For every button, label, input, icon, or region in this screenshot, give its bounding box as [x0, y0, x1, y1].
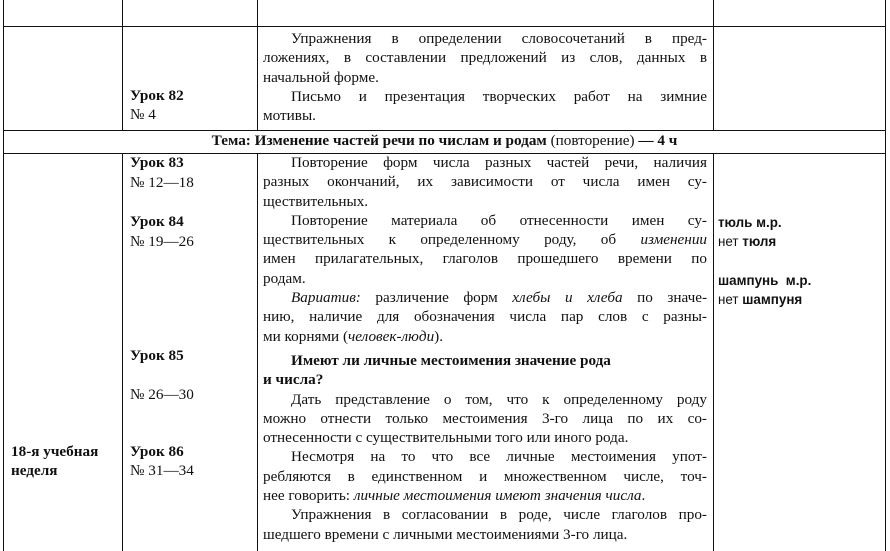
lesson-86-line: Упражнения в согласовании в роде, числе глаголов про- [291, 506, 707, 524]
lesson-84-line: имен прилагательных, глаголов прошедшего времени по [263, 250, 707, 268]
lesson-83-line: ществительных. [263, 192, 369, 210]
lesson-86-line: нее говорить: личные местоимения имеют значения числа. [263, 487, 646, 505]
lesson-82-line: мотивы. [263, 107, 316, 125]
lesson-85-line: Дать представление о том, что к определенному роду [291, 390, 707, 408]
lesson-85-number: № 26—30 [130, 386, 194, 403]
lesson-82-description [263, 29, 707, 125]
lesson-84-emphasis: изменении [640, 231, 708, 249]
lesson-84-variative-line: Вариатив: различение форм хлебы и хлеба по значе- [291, 289, 708, 307]
lesson-86-line: шедшего времени с личными местоимениями 3-го лица. [263, 525, 628, 543]
week-label-line: неделя [11, 462, 58, 480]
topic-note: (повторение) [550, 132, 635, 149]
lesson-86-number: № 31—34 [130, 462, 194, 479]
note-tul-line: тюль м.р. [718, 215, 782, 230]
lesson-83-label: Урок 83 [130, 154, 184, 171]
lesson-82-line: Письмо и презентация творческих работ на зимние [291, 87, 707, 105]
lesson-descriptions [263, 153, 707, 544]
lesson-86-emphasis: личные местоимения имеют значения числа [353, 487, 642, 505]
column-divider-2b [257, 153, 258, 551]
lesson-82-line: начальной форме. [263, 68, 379, 86]
column-divider-3b [713, 153, 714, 551]
lesson-82-label: Урок 82 [130, 87, 184, 104]
week-label-line: 18-я учебная [11, 443, 99, 460]
lesson-85-title: и числа? [263, 371, 324, 389]
column-divider-2 [257, 0, 258, 130]
lesson-83-number: № 12—18 [130, 174, 194, 191]
lesson-84-variative-line: нию, наличие для обозначения числа пар слов с разны- [263, 308, 707, 326]
lesson-83-line: разных окончаний, их зависимости от числа имен су- [263, 173, 707, 191]
lesson-83-line: Повторение форм числа разных частей речи, наличия [291, 154, 707, 171]
note-shampun-line: нет шампуня [718, 292, 803, 307]
note-shampun-line: шампунь м.р. [718, 273, 812, 288]
lesson-85-line: отнесенности с существительными того или иного рода. [263, 429, 629, 447]
lesson-86-line: Несмотря на то что все личные местоимения упот- [291, 448, 707, 466]
note-shampun [718, 271, 811, 309]
lesson-86-line: ребляются в единственном и множественном числе, точ- [263, 467, 707, 485]
lesson-84-line: Повторение материала об отнесенности имен су- [291, 211, 707, 229]
topic-title: Тема: Изменение частей речи по числам и родам [211, 132, 547, 149]
lesson-82-number: № 4 [130, 106, 156, 123]
column-divider-1 [122, 0, 123, 130]
lesson-84-variative-line: ми корнями (человек-люди). [263, 327, 444, 345]
row-line-top [3, 26, 886, 27]
lesson-84-number: № 19—26 [130, 233, 194, 250]
topic-hours: — 4 ч [638, 132, 678, 149]
column-divider-3 [713, 0, 714, 130]
table-border-right [885, 0, 886, 551]
column-divider-1b [122, 153, 123, 551]
note-tul-line: нет тюля [718, 234, 777, 249]
note-tul [718, 213, 782, 251]
lesson-86-label: Урок 86 [130, 443, 184, 460]
lesson-85-label: Урок 85 [130, 347, 184, 364]
week-label [11, 442, 98, 481]
variative-label: Вариатив: [291, 289, 361, 307]
lesson-85-title: Имеют ли личные местоимения значение рода [291, 351, 611, 369]
lesson-82-line: ложениях, в составлении предложений из слов, данных в [263, 49, 707, 67]
topic-heading [3, 131, 886, 150]
lesson-84-line: родам. [263, 269, 306, 287]
lesson-84-line: ществительных к определенному роду, об изменении [263, 231, 708, 249]
table-border-left [3, 0, 4, 551]
lesson-85-line: можно отнести только местоимения 3-го лица по их со- [263, 409, 707, 427]
lesson-84-label: Урок 84 [130, 213, 184, 230]
lesson-82-line: Упражнения в определении словосочетаний в пред- [291, 30, 707, 47]
